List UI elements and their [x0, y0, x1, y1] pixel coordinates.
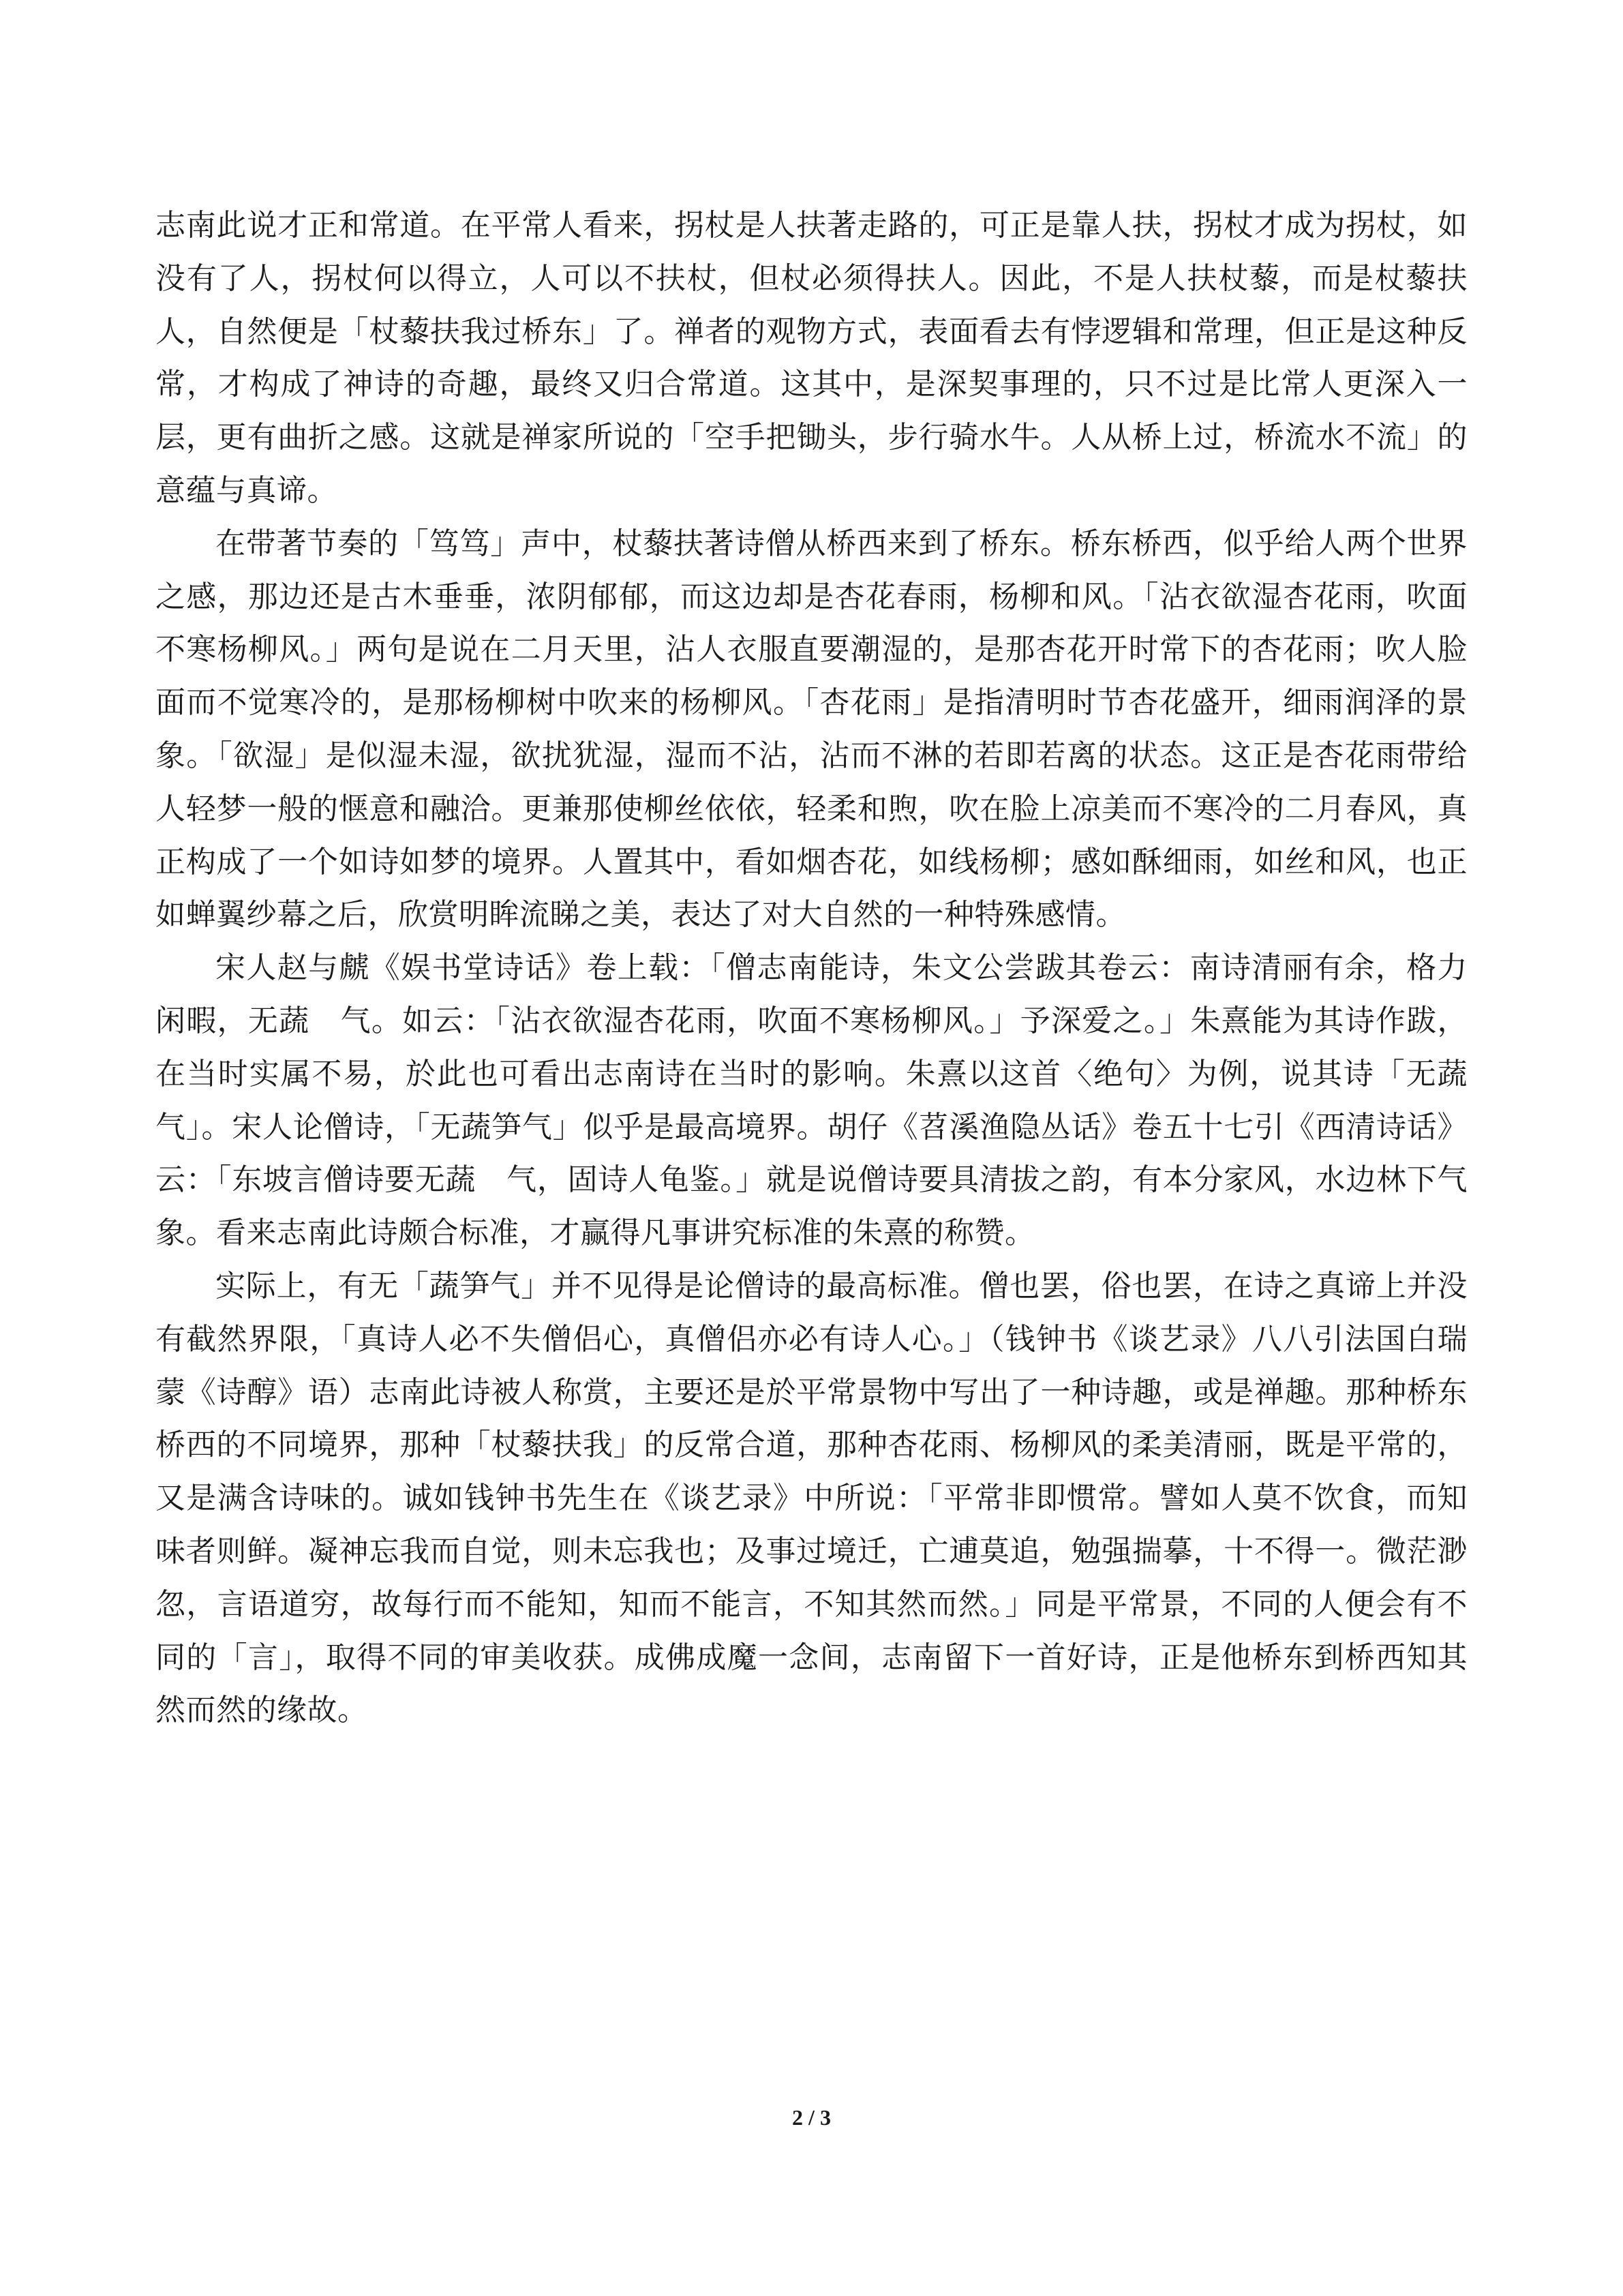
page-number: 2 / 3 — [792, 2105, 831, 2130]
paragraph: 宋人赵与虤《娱书堂诗话》卷上载：「僧志南能诗，朱文公尝跋其卷云：南诗清丽有余，格力闲暇，无蔬 气。如云：「沾衣欲湿杏花雨，吹面不寒杨柳风。」予深爱之。」朱熹能为其诗作跋，在当时实属不易，於此也可看出志南诗在当时的影响。朱熹以这首〈绝句〉为例，说其诗「无蔬 气」。宋人论僧诗，「无蔬笋气」似乎是最高境界。胡仔《苕溪渔隐丛话》卷五十七引《西清诗话》云：「东坡言僧诗要无蔬 气，固诗人龟鉴。」就是说僧诗要具清拔之韵，有本分家风，水边林下气象。看来志南此诗颇合标准，才赢得凡事讲究标准的朱熹的称赞。 — [155, 950, 1498, 1251]
paragraph: 在带著节奏的「笃笃」声中，杖藜扶著诗僧从桥西来到了桥东。桥东桥西，似乎给人两个世界之感，那边还是古木垂垂，浓阴郁郁，而这边却是杏花春雨，杨柳和风。「沾衣欲湿杏花雨，吹面不寒杨柳风。」两句是说在二月天里，沾人衣服直要潮湿的，是那杏花开时常下的杏花雨；吹人脸面而不觉寒冷的，是那杨柳树中吹来的杨柳风。「杏花雨」是指清明时节杏花盛开，细雨润泽的景象。「欲湿」是似湿未湿，欲扰犹湿，湿而不沾，沾而不淋的若即若离的状态。这正是杏花雨带给人轻梦一般的惬意和融洽。更兼那使柳丝依依，轻柔和煦，吹在脸上凉美而不寒冷的二月春风，真正构成了一个如诗如梦的境界。人置其中，看如烟杏花，如线杨柳；感如酥细雨，如丝和风，也正如蝉翼纱幕之后，欣赏明眸流睇之美，表达了对大自然的一种特殊感情。 — [155, 526, 1468, 933]
paragraph: 实际上，有无「蔬笋气」并不见得是论僧诗的最高标准。僧也罢，俗也罢，在诗之真谛上并没有截然界限，「真诗人必不失僧侣心，真僧侣亦必有诗人心。」（钱钟书《谈艺录》八八引法国白瑞蒙《诗醇》语）志南此诗被人称赏，主要还是於平常景物中写出了一种诗趣，或是禅趣。那种桥东桥西的不同境界，那种「杖藜扶我」的反常合道，那种杏花雨、杨柳风的柔美清丽，既是平常的，又是满含诗味的。诚如钱钟书先生在《谈艺录》中所说：「平常非即惯常。譬如人莫不饮食，而知味者则鲜。凝神忘我而自觉，则未忘我也；及事过境迁，亡逋莫追，勉强揣摹，十不得一。微茫渺忽，言语道穷，故每行而不能知，知而不能言，不知其然而然。」同是平常景，不同的人便会有不同的「言」，取得不同的审美收获。成佛成魔一念间，志南留下一首好诗，正是他桥东到桥西知其然而然的缘故。 — [155, 1268, 1468, 1728]
document-body — [155, 199, 1498, 1737]
paragraph: 志南此说才正和常道。在平常人看来，拐杖是人扶著走路的，可正是靠人扶，拐杖才成为拐杖，如没有了人，拐杖何以得立，人可以不扶杖，但杖必须得扶人。因此，不是人扶杖藜，而是杖藜扶人，自然便是「杖藜扶我过桥东」了。禅者的观物方式，表面看去有悖逻辑和常理，但正是这种反常，才构成了神诗的奇趣，最终又归合常道。这其中，是深契事理的，只不过是比常人更深入一层，更有曲折之感。这就是禅家所说的「空手把锄头，步行骑水牛。人从桥上过，桥流水不流」的意蕴与真谛。 — [155, 208, 1468, 508]
